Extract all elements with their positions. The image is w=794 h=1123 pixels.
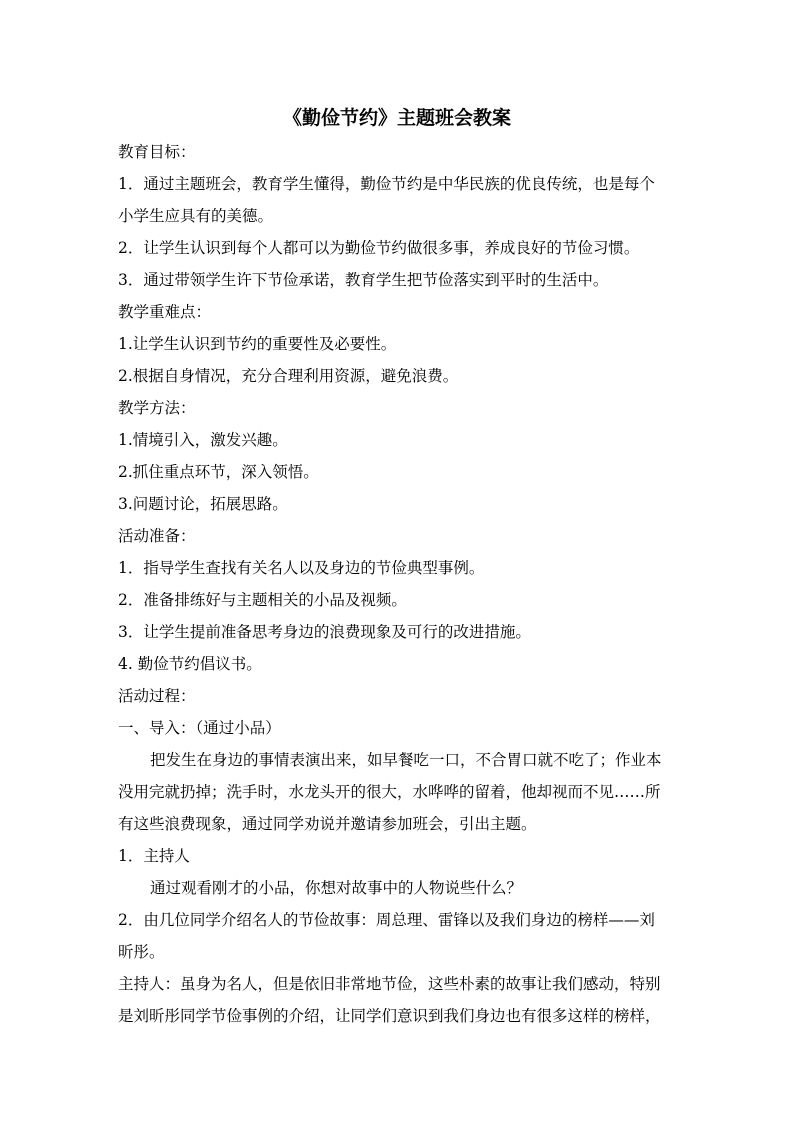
heading-introduction: 一、导入：（通过小品） xyxy=(118,719,281,737)
paragraph-line: 把发生在身边的事情表演出来，如早餐吃一口，不合胃口就不吃了；作业本 xyxy=(150,751,662,769)
paragraph-line: 2.根据自身情况，充分合理利用资源，避免浪费。 xyxy=(118,367,459,385)
paragraph-line: 1.情境引入，激发兴趣。 xyxy=(118,431,288,449)
paragraph-line: 2．由几位同学介绍名人的节俭故事：周总理、雷锋以及我们身边的榜样——刘 xyxy=(118,911,655,929)
heading-activity-process: 活动过程： xyxy=(118,687,196,705)
document-title: 《勤俭节约》主题班会教案 xyxy=(282,107,511,129)
paragraph-line: 是刘昕彤同学节俭事例的介绍，让同学们意识到我们身边也有很多这样的榜样， xyxy=(118,1007,661,1025)
paragraph-line: 4. 勤俭节约倡议书。 xyxy=(118,655,262,673)
heading-teaching-methods: 教学方法： xyxy=(118,399,196,417)
paragraph-line: 1.让学生认识到节约的重要性及必要性。 xyxy=(118,335,397,353)
paragraph-line: 通过观看刚才的小品，你想对故事中的人物说些什么？ xyxy=(150,879,523,897)
paragraph-line: 2．准备排练好与主题相关的小品及视频。 xyxy=(118,591,407,609)
paragraph-line: 3．通过带领学生许下节俭承诺，教育学生把节俭落实到平时的生活中。 xyxy=(118,271,609,289)
heading-key-difficulties: 教学重难点： xyxy=(118,303,212,321)
paragraph-line: 1．主持人 xyxy=(118,847,190,865)
heading-education-goals: 教育目标： xyxy=(118,143,196,161)
paragraph-line: 1．通过主题班会，教育学生懂得，勤俭节约是中华民族的优良传统，也是每个 xyxy=(118,175,655,193)
paragraph-line: 小学生应具有的美德。 xyxy=(118,207,274,225)
paragraph-line: 2.抓住重点环节，深入领悟。 xyxy=(118,463,319,481)
paragraph-line: 没用完就扔掉；洗手时，水龙头开的很大，水哗哗的留着，他却视而不见……所 xyxy=(118,783,661,801)
paragraph-line: 1．指导学生查找有关名人以及身边的节俭典型事例。 xyxy=(118,559,485,577)
paragraph-line: 2．让学生认识到每个人都可以为勤俭节约做很多事，养成良好的节俭习惯。 xyxy=(118,239,640,257)
paragraph-line: 3.问题讨论，拓展思路。 xyxy=(118,495,288,513)
paragraph-line: 有这些浪费现象，通过同学劝说并邀请参加班会，引出主题。 xyxy=(118,815,537,833)
paragraph-line: 3．让学生提前准备思考身边的浪费现象及可行的改进措施。 xyxy=(118,623,531,641)
heading-activity-preparation: 活动准备： xyxy=(118,527,196,545)
paragraph-line: 昕彤。 xyxy=(118,943,165,961)
paragraph-line: 主持人：虽身为名人，但是依旧非常地节俭，这些朴素的故事让我们感动，特别 xyxy=(118,975,661,993)
